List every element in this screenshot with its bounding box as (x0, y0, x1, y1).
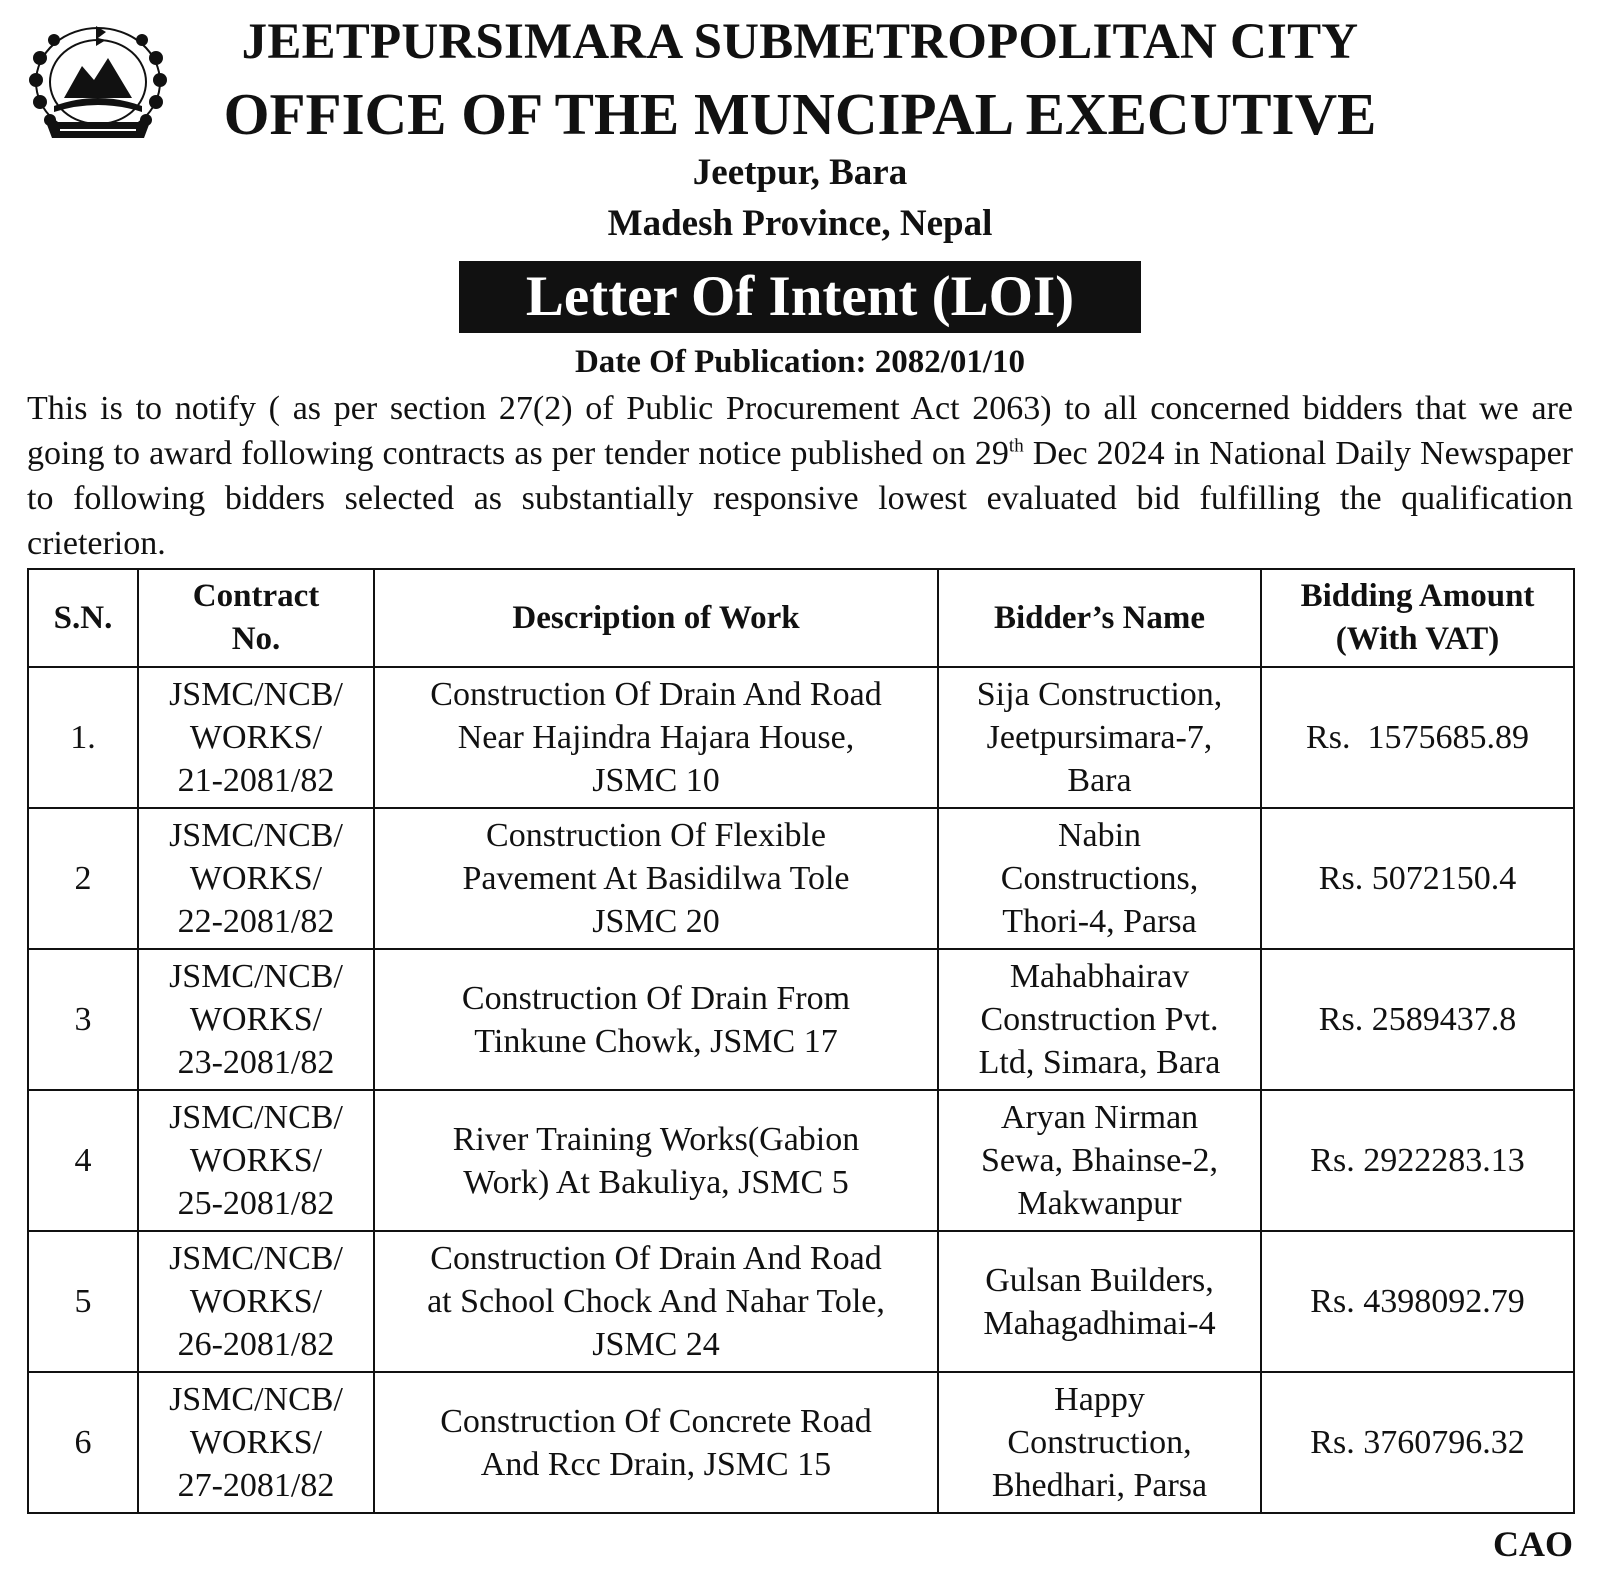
header-description: Description of Work (374, 569, 938, 667)
publication-date: Date Of Publication: 2082/01/10 (574, 344, 1026, 380)
table-row (28, 949, 1574, 1090)
serial-number: 2 (74, 860, 92, 897)
bidder-line: Bara (1067, 762, 1132, 799)
bidder-line: Jeetpursimara-7, (986, 719, 1213, 756)
contract-no-line: JSMC/NCB/ (169, 817, 343, 854)
bidding-amount: Rs. 1575685.89 (1306, 719, 1529, 756)
cell-amount (1261, 667, 1574, 808)
bidder-line: Construction Pvt. (980, 1001, 1219, 1038)
header-bidder: Bidder’s Name (938, 569, 1261, 667)
contract-no-line: WORKS/ (189, 860, 323, 897)
bidder-line: Ltd, Simara, Bara (978, 1044, 1221, 1081)
bidder-line: Aryan Nirman (1000, 1099, 1199, 1136)
description-line: Tinkune Chowk, JSMC 17 (474, 1022, 838, 1060)
cell-description (374, 1372, 938, 1513)
notice-paragraph (27, 386, 1573, 566)
notice-text-part1: This is to notify ( as per section 27(2) of Public Procurement Act 2063) to all concerned bidders that we are going to award following contracts as per tender notice published on 29 (27, 390, 1573, 472)
loi-heading: Letter Of Intent (LOI) (525, 265, 1075, 328)
bidder-line: Constructions, (1000, 860, 1199, 897)
table-row (28, 808, 1574, 949)
header-amount (1261, 569, 1574, 667)
description-line: at School Chock And Nahar Tole, (427, 1283, 885, 1320)
serial-number: 3 (74, 1001, 92, 1038)
table-row (28, 1231, 1574, 1372)
cell-sn (28, 1372, 138, 1513)
header-contract-no-line2: No. (231, 621, 281, 657)
bidder-line: Happy (1054, 1381, 1145, 1418)
bidder-line: Gulsan Builders, (985, 1261, 1214, 1299)
cell-sn (28, 667, 138, 808)
contract-no-line: 25-2081/82 (177, 1185, 335, 1222)
loi-heading-banner (459, 261, 1141, 333)
description-line: JSMC 10 (592, 762, 720, 799)
contract-no-line: WORKS/ (189, 1001, 323, 1038)
description-line: And Rcc Drain, JSMC 15 (480, 1445, 832, 1483)
header-contract-no (138, 569, 374, 667)
cell-contract-no (138, 1231, 374, 1372)
serial-number: 1. (70, 719, 96, 756)
serial-number: 4 (74, 1142, 92, 1179)
cell-amount (1261, 1090, 1574, 1231)
cell-amount (1261, 1372, 1574, 1513)
cell-sn (28, 949, 138, 1090)
office-title: OFFICE OF THE MUNCIPAL EXECUTIVE (223, 81, 1377, 147)
serial-number: 5 (74, 1283, 92, 1320)
municipality-title: JEETPURSIMARA SUBMETROPOLITAN CITY (241, 14, 1359, 70)
cell-description (374, 808, 938, 949)
description-line: Construction Of Drain From (461, 979, 851, 1017)
cell-contract-no (138, 1090, 374, 1231)
signatory: CAO (1493, 1524, 1573, 1564)
bidder-line: Makwanpur (1017, 1185, 1182, 1222)
serial-number: 6 (74, 1424, 92, 1461)
contract-no-line: 26-2081/82 (177, 1326, 335, 1363)
cell-amount (1261, 808, 1574, 949)
bidder-line: Sija Construction, (976, 676, 1223, 713)
cell-bidder (938, 808, 1261, 949)
description-line: JSMC 24 (592, 1326, 720, 1363)
bidding-amount: Rs. 2589437.8 (1318, 1001, 1517, 1038)
contract-no-line: 21-2081/82 (177, 762, 335, 799)
description-line: Pavement At Basidilwa Tole (462, 860, 850, 897)
cell-description (374, 1231, 938, 1372)
description-line: Construction Of Drain And Road (430, 676, 882, 713)
cell-bidder (938, 1372, 1261, 1513)
contract-no-line: JSMC/NCB/ (169, 1099, 343, 1136)
contract-no-line: JSMC/NCB/ (169, 958, 343, 995)
description-line: Construction Of Concrete Road (440, 1402, 872, 1440)
description-line: JSMC 20 (592, 903, 720, 940)
bidder-line: Construction, (1007, 1424, 1192, 1461)
bidding-amount: Rs. 3760796.32 (1310, 1424, 1525, 1461)
bidding-amount: Rs. 5072150.4 (1318, 860, 1517, 897)
cell-bidder (938, 1231, 1261, 1372)
cell-amount (1261, 1231, 1574, 1372)
description-line: River Training Works(Gabion (452, 1120, 860, 1158)
bidding-amount: Rs. 4398092.79 (1310, 1283, 1525, 1320)
contract-no-line: WORKS/ (189, 1283, 323, 1320)
description-line: Construction Of Drain And Road (430, 1240, 882, 1277)
bidder-line: Sewa, Bhainse-2, (980, 1142, 1218, 1179)
cell-description (374, 949, 938, 1090)
cell-bidder (938, 949, 1261, 1090)
contract-no-line: JSMC/NCB/ (169, 676, 343, 713)
cell-bidder (938, 1090, 1261, 1231)
bidder-line: Mahabhairav (1009, 958, 1190, 995)
bidder-line: Mahagadhimai-4 (983, 1304, 1216, 1342)
header-amount-line2: (With VAT) (1335, 621, 1500, 657)
cell-description (374, 667, 938, 808)
contract-no-line: 22-2081/82 (177, 903, 335, 940)
description-line: Near Hajindra Hajara House, (457, 719, 855, 756)
table-body (28, 667, 1574, 1513)
cell-amount (1261, 949, 1574, 1090)
bidder-line: Thori-4, Parsa (1002, 903, 1197, 940)
cell-contract-no (138, 1372, 374, 1513)
bidding-amount: Rs. 2922283.13 (1310, 1142, 1525, 1179)
notice-superscript: th (1008, 435, 1024, 457)
cell-bidder (938, 667, 1261, 808)
bidder-line: Nabin (1057, 817, 1142, 854)
cell-contract-no (138, 949, 374, 1090)
header-amount-line1: Bidding Amount (1300, 578, 1535, 614)
address-line-1: Jeetpur, Bara (692, 152, 908, 193)
cell-sn (28, 1090, 138, 1231)
contract-no-line: JSMC/NCB/ (169, 1240, 343, 1277)
description-line: Construction Of Flexible (486, 817, 826, 854)
table-header-row (28, 569, 1574, 667)
address-line-2: Madesh Province, Nepal (607, 203, 993, 244)
contract-no-line: WORKS/ (189, 1424, 323, 1461)
notice-text-part2: Dec 2024 in National Daily Newspaper to following bidders selected as substantially responsive lowest evaluated bid fulfilling the qualification crieterion. (27, 435, 1574, 562)
bidder-line: Bhedhari, Parsa (991, 1467, 1208, 1504)
table-row (28, 1090, 1574, 1231)
cell-contract-no (138, 667, 374, 808)
contract-no-line: WORKS/ (189, 1142, 323, 1179)
contract-no-line: WORKS/ (189, 719, 323, 756)
awards-table (27, 568, 1575, 1514)
table-row (28, 1372, 1574, 1513)
header-sn: S.N. (28, 569, 138, 667)
cell-sn (28, 808, 138, 949)
table-row (28, 667, 1574, 808)
contract-no-line: 27-2081/82 (177, 1467, 335, 1504)
contract-no-line: 23-2081/82 (177, 1044, 335, 1081)
description-line: Work) At Bakuliya, JSMC 5 (463, 1163, 849, 1201)
contract-no-line: JSMC/NCB/ (169, 1381, 343, 1418)
cell-description (374, 1090, 938, 1231)
cell-sn (28, 1231, 138, 1372)
cell-contract-no (138, 808, 374, 949)
header-contract-no-line1: Contract (192, 578, 320, 614)
